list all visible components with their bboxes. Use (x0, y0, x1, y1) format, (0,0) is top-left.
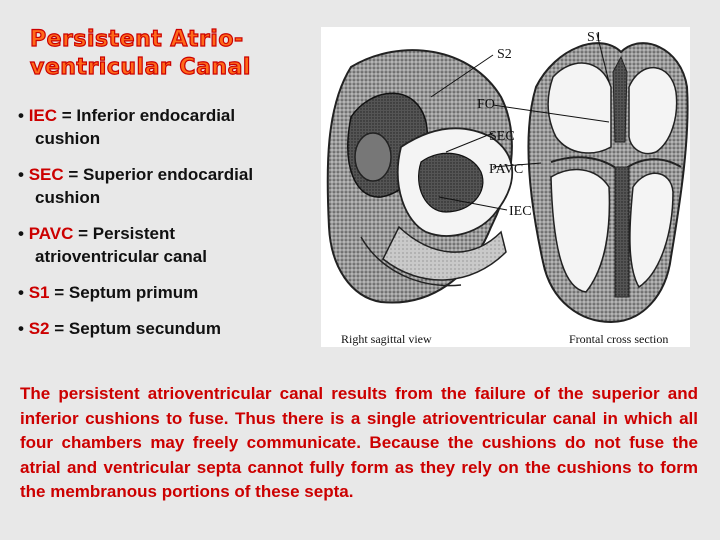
label-fo: FO (477, 97, 495, 112)
definition-iec: • IEC = Inferior endocardial cushion (18, 104, 318, 150)
label-sec: SEC (489, 129, 515, 144)
label-s2: S2 (497, 47, 512, 62)
caption-left: Right sagittal view (341, 332, 432, 346)
definition-s1: • S1 = Septum primum (18, 283, 199, 302)
title-line-2: ventricular Canal (30, 55, 251, 80)
label-s1: S1 (587, 30, 602, 45)
definition-abbr: SEC (28, 165, 64, 184)
label-iec: IEC (509, 204, 532, 219)
definition-text: = Superior endocardial (63, 165, 254, 184)
caption-right: Frontal cross section (569, 332, 669, 346)
explanation-paragraph: The persistent atrioventricular canal results from the failure of the superior and inferior cushions to fuse. Thus there is a single atrioventricular canal in which all four chambers may freely communicate. Because the cushions do not fuse the atrial and ventricular septa cannot fully form as they rely on the cushions to form the membranous portions of these septa. (20, 384, 698, 501)
definition-pavc: • PAVC = Persistent atrioventricular canal (18, 222, 318, 268)
definition-list (18, 104, 318, 353)
label-pavc: PAVC (489, 162, 524, 177)
definition-abbr: S1 (28, 283, 50, 302)
definition-text: = Persistent (73, 224, 175, 243)
definition-continuation: atrioventricular canal (35, 247, 207, 266)
definition-sec: • SEC = Superior endocardial cushion (18, 163, 318, 209)
definition-abbr: IEC (28, 106, 58, 125)
frontal-section (528, 43, 687, 322)
heart-diagram (321, 27, 690, 347)
definition-abbr: S2 (28, 319, 50, 338)
title-line-1: Persistent Atrio- (30, 27, 244, 52)
definition-text: = Septum secundum (49, 319, 221, 338)
definition-abbr: PAVC (28, 224, 74, 243)
heart-illustration (321, 27, 690, 347)
definition-continuation: cushion (35, 188, 101, 207)
definition-continuation: cushion (35, 129, 101, 148)
definition-text: = Septum primum (49, 283, 199, 302)
definition-text: = Inferior endocardial (57, 106, 236, 125)
definition-s2: • S2 = Septum secundum (18, 319, 221, 338)
sagittal-view (328, 50, 513, 302)
slide-title (30, 26, 251, 82)
